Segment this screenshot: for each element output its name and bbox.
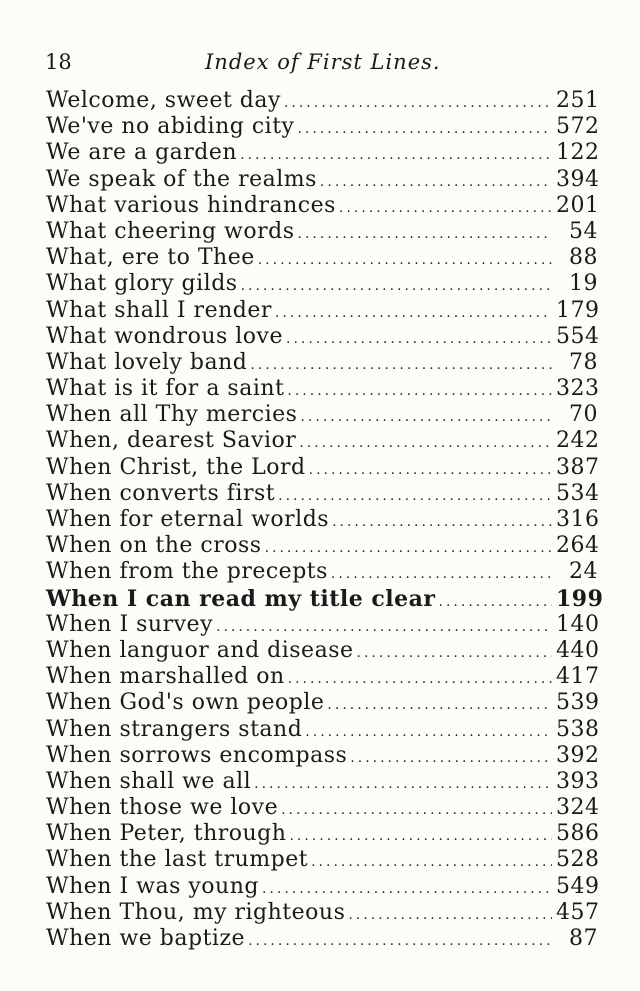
first-line-text: When all Thy mercies [46,402,298,428]
dot-leader [278,483,552,509]
hymn-page-number: 24 [569,559,598,585]
dot-leader [305,719,552,745]
hymn-page-number: 251 [556,88,600,113]
hymn-page-number: 586 [556,821,600,847]
index-entry [46,219,598,245]
index-entry [46,298,598,324]
hymn-page-number: 387 [556,454,600,480]
hymn-page-number: 323 [556,376,600,402]
hymn-page-number: 572 [556,114,600,140]
hymn-page-number: 528 [556,847,600,873]
first-line-text: When strangers stand [46,716,303,742]
page-number: 18 [45,50,72,74]
hymn-page-number: 549 [556,873,600,899]
hymn-page-number: 417 [556,664,600,690]
index-entry [46,271,598,297]
hymn-page-number: 78 [569,349,598,375]
hymn-page-number: 140 [556,611,600,637]
hymn-page-number: 70 [569,402,598,428]
first-line-text: We've no abiding city [46,114,295,140]
index-entry [46,481,598,507]
dot-leader [350,745,552,771]
first-line-text: When converts first [46,480,276,506]
index-entry [46,926,598,952]
dot-leader [281,797,552,823]
hymn-page-number: 539 [556,690,600,716]
hymn-page-number: 242 [556,428,600,454]
index-entry [46,612,598,638]
index-entry [46,324,598,350]
hymn-page-number: 179 [556,297,600,323]
index-entry [46,245,598,271]
index-entry [46,114,598,140]
dot-leader [258,247,552,273]
hymn-page-number: 393 [556,768,600,794]
dot-leader [439,589,552,615]
hymn-page-number: 122 [556,140,600,166]
first-line-text: What, ere to Thee [46,245,255,271]
first-line-text: When from the precepts [46,559,328,585]
index-entry [46,900,598,926]
index-entry [46,874,598,900]
first-lines-index [46,88,604,952]
dot-leader [288,666,552,692]
hymn-page-number: 87 [569,926,598,951]
dot-leader [241,273,552,299]
first-line-text: When I was young [46,873,259,899]
first-line-text: When we baptize [46,926,246,951]
hymn-page-number: 19 [569,271,598,297]
hymn-page-number: 457 [556,899,600,925]
index-entry [46,167,598,193]
index-entry [46,717,598,743]
dot-leader [287,378,552,404]
dot-leader [309,457,552,483]
index-entry [46,428,598,454]
first-line-text: What is it for a saint [46,376,285,402]
first-line-text: When Christ, the Lord [46,454,306,480]
first-line-text: When languor and disease [46,637,354,663]
index-entry [46,88,598,114]
dot-leader [248,928,552,954]
hymn-page-number: 538 [556,716,600,742]
first-line-text: When marshalled on [46,664,285,690]
dot-leader [327,692,552,718]
dot-leader [348,902,552,928]
first-line-text: When Peter, through [46,821,287,847]
first-line-text: When, dearest Savior [46,428,297,454]
first-line-text: When Thou, my righteous [46,899,346,925]
dot-leader [286,326,552,352]
dot-leader [331,561,552,587]
first-line-text: When on the cross [46,533,262,559]
dot-leader [265,535,552,561]
dot-leader [216,614,552,640]
dot-leader [311,849,552,875]
dot-leader [298,221,552,247]
dot-leader [339,195,552,221]
dot-leader [262,876,552,902]
first-line-text: We speak of the realms [46,166,317,192]
hymn-page-number: 199 [556,585,604,612]
index-entry [46,193,598,219]
index-entry [46,507,598,533]
hymn-page-number: 88 [569,245,598,271]
dot-leader [320,169,552,195]
index-entry [46,847,598,873]
first-line-text: When those we love [46,795,279,821]
index-entry [46,402,598,428]
dot-leader [284,90,552,116]
first-line-text: When God's own people [46,690,325,716]
dot-leader [275,300,552,326]
page-header [45,50,605,80]
index-entry [46,350,598,376]
first-line-text: When sorrows encompass [46,742,348,768]
index-entry [46,455,598,481]
dot-leader [299,430,552,456]
index-entry [46,769,598,795]
dot-leader [300,404,552,430]
index-entry [46,559,598,585]
hymn-page-number: 392 [556,742,600,768]
dot-leader [254,771,552,797]
first-line-text: When shall we all [46,768,252,794]
index-entry [46,376,598,402]
first-line-text: What glory gilds [46,271,238,297]
hymn-page-number: 554 [556,323,600,349]
index-entry [46,664,598,690]
first-line-text: What lovely band [46,349,248,375]
hymn-page-number: 394 [556,166,600,192]
first-line-text: When for eternal worlds [46,507,330,532]
hymn-page-number: 201 [556,192,600,218]
hymn-page-number: 54 [569,218,598,244]
first-line-text: When I survey [46,611,213,637]
first-line-text: Welcome, sweet day [46,88,281,113]
index-entry [46,140,598,166]
hymn-page-number: 264 [556,533,600,559]
index-entry [46,795,598,821]
index-entry [46,638,598,664]
first-line-text: What various hindrances [46,192,336,218]
index-entry [46,533,598,559]
hymn-page-number: 440 [556,637,600,663]
index-entry [46,821,598,847]
first-line-text: When I can read my title clear [46,585,436,612]
index-entry [46,585,604,612]
hymn-page-number: 324 [556,795,600,821]
dot-leader [250,352,552,378]
hymn-page-number: 534 [556,480,600,506]
first-line-text: We are a garden [46,140,238,166]
hymn-page-number: 316 [556,507,600,532]
first-line-text: What wondrous love [46,323,284,349]
index-entry [46,690,598,716]
running-title: Index of First Lines. [205,50,441,74]
first-line-text: What shall I render [46,297,272,323]
index-entry [46,743,598,769]
dot-leader [357,640,552,666]
dot-leader [240,142,552,168]
dot-leader [332,509,552,535]
dot-leader [297,116,552,142]
dot-leader [289,823,552,849]
first-line-text: When the last trumpet [46,847,309,873]
first-line-text: What cheering words [46,218,295,244]
